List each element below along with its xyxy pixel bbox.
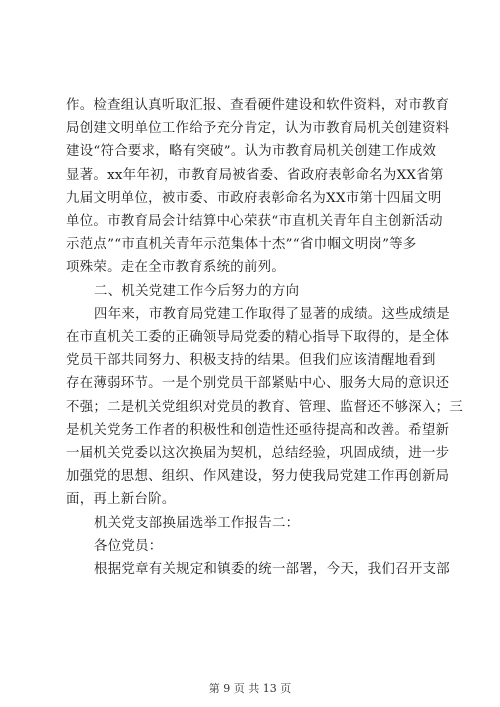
text-line: 在市直机关工委的正确领导局党委的精心指导下取得的，是全体 (66, 330, 450, 346)
text-line: 作。检查组认真听取汇报、查看硬件建设和软件资料，对市教育 (66, 98, 450, 113)
text-line: 单位。市教育局会计结算中心荣获“市直机关青年自主创新活动 (66, 214, 443, 230)
text-line: 示范点”“市直机关青年示范集体十杰”“省巾帼文明岗”等多 (66, 237, 417, 253)
section-heading: 二、机关党建工作今后努力的方向 (94, 283, 300, 299)
text-line: 面，再上新台阶。 (66, 492, 176, 508)
paragraph-2 (66, 303, 464, 512)
page-indicator: 第 9 页 共 13 页 (208, 682, 292, 695)
text-line: 党员干部共同努力、积极支持的结果。但我们应该清醒地看到 (66, 353, 436, 369)
paragraph-3-line: 根据党章有关规定和镇委的统一部署，今天，我们召开支部 (94, 562, 450, 578)
text-line: 不强；二是机关党组织对党员的教育、管理、监督还不够深入；三 (66, 399, 464, 415)
report-title: 机关党支部换届选举工作报告二： (94, 515, 300, 531)
text-line: 显著。xx年年初，市教育局被省委、省政府表彰命名为XX省第 (66, 167, 444, 183)
text-line: 项殊荣。走在全市教育系统的前列。 (66, 260, 286, 276)
text-line: 存在薄弱环节。一是个别党员干部紧贴中心、服务大局的意识还 (66, 376, 450, 392)
text-line: 建设“符合要求，略有突破”。认为市教育局机关创建工作成效 (66, 144, 437, 160)
text-line: 一届机关党委以这次换届为契机，总结经验，巩固成绩，进一步 (66, 446, 450, 462)
document-body (66, 94, 464, 581)
text-line: 加强党的思想、组织、作风建设，努力使我局党建工作再创新局 (66, 469, 450, 485)
text-line: 局创建文明单位工作给予充分肯定，认为市教育局机关创建资料 (66, 121, 450, 137)
page-footer (0, 680, 500, 696)
salutation: 各位党员： (94, 538, 163, 554)
text-line: 四年来，市教育局党建工作取得了显著的成绩。这些成绩是 (94, 306, 450, 322)
text-line: 九届文明单位，被市委、市政府表彰命名为XX市第十四届文明 (66, 190, 442, 206)
paragraph-1 (66, 94, 450, 280)
text-line: 是机关党务工作者的积极性和创造性还亟待提高和改善。希望新 (66, 422, 450, 438)
